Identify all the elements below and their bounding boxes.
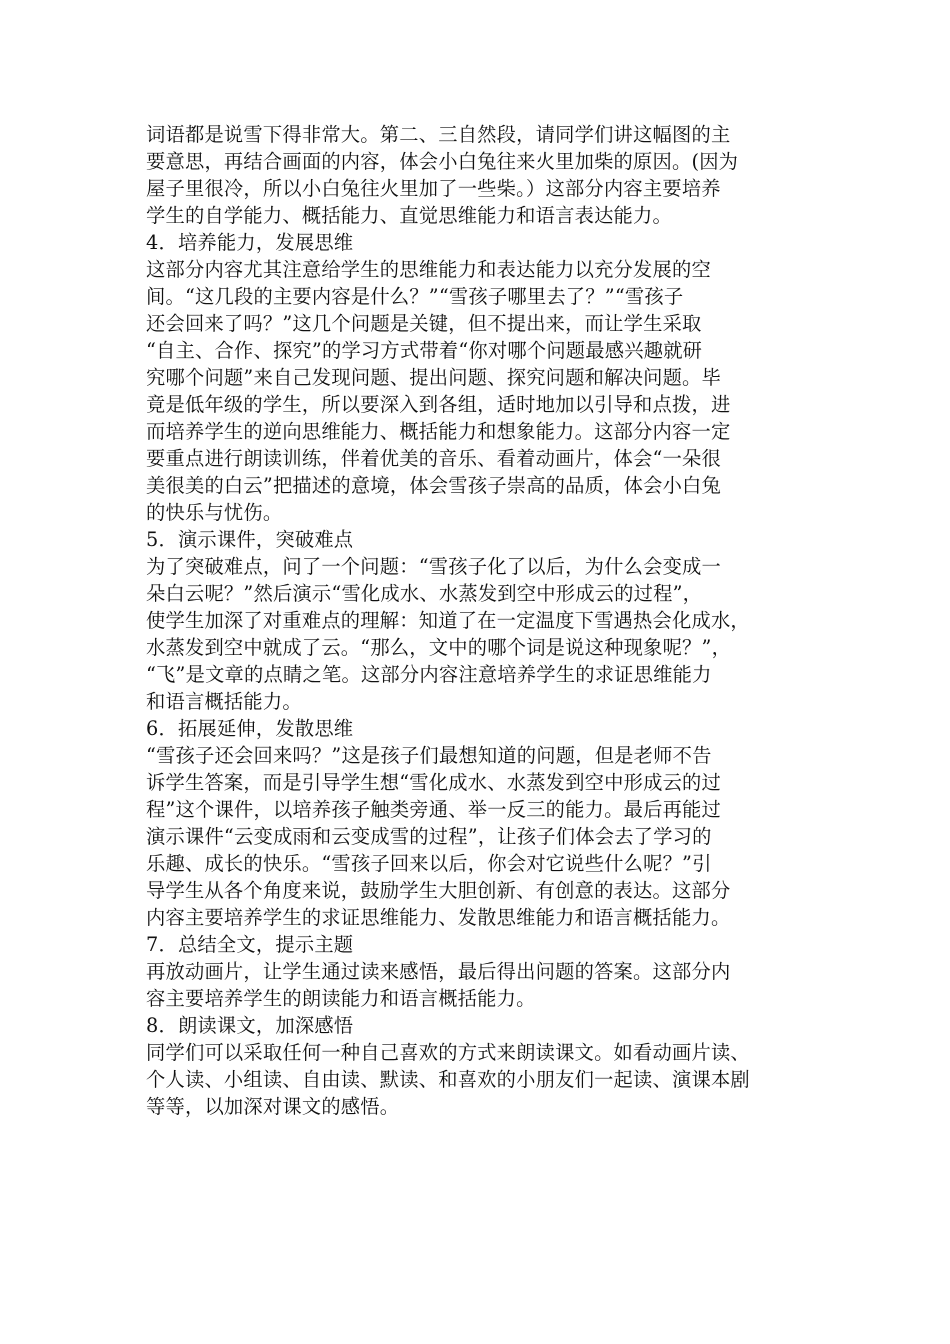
text-line: “飞”是文章的点睛之笔。这部分内容注意培养学生的求证思维能力 <box>146 663 712 686</box>
text-line: 同学们可以采取任何一种自己喜欢的方式来朗读课文。如看动画片读、 <box>146 1041 750 1064</box>
text-line: 词语都是说雪下得非常大。第二、三自然段，请同学们讲这幅图的主 <box>146 123 731 146</box>
text-line: 个人读、小组读、自由读、默读、和喜欢的小朋友们一起读、演课本剧 <box>146 1068 750 1091</box>
text-line: 和语言概括能力。 <box>146 690 302 713</box>
text-line: 6．拓展延伸，发散思维 <box>146 717 354 740</box>
text-line: 美很美的白云”把描述的意境，体会雪孩子崇高的品质，体会小白兔 <box>146 474 722 497</box>
text-line: 要意思，再结合画面的内容，体会小白兔往来火里加柴的原因。(因为 <box>146 150 739 173</box>
text-line: “雪孩子还会回来吗？”这是孩子们最想知道的问题，但是老师不告 <box>146 744 712 767</box>
text-line: 这部分内容尤其注意给学生的思维能力和表达能力以充分发展的空 <box>146 258 711 281</box>
text-line: 4．培养能力，发展思维 <box>146 231 354 254</box>
text-line: 间。“这几段的主要内容是什么？”“雪孩子哪里去了？”“雪孩子 <box>146 285 684 308</box>
text-line: 而培养学生的逆向思维能力、概括能力和想象能力。这部分内容一定 <box>146 420 731 443</box>
text-line: 乐趣、成长的快乐。“雪孩子回来以后，你会对它说些什么呢？”引 <box>146 852 712 875</box>
text-line: 的快乐与忧伤。 <box>146 501 283 524</box>
text-line: 为了突破难点，问了一个问题：“雪孩子化了以后，为什么会变成一 <box>146 555 722 578</box>
text-line: 还会回来了吗？”这几个问题是关键，但不提出来，而让学生采取 <box>146 312 702 335</box>
text-line: 内容主要培养学生的求证思维能力、发散思维能力和语言概括能力。 <box>146 906 731 929</box>
text-line: 程”这个课件，以培养孩子触类旁通、举一反三的能力。最后再能过 <box>146 798 722 821</box>
document-body <box>146 121 808 1120</box>
text-line: 朵白云呢？”然后演示“雪化成水、水蒸发到空中形成云的过程”， <box>146 582 703 605</box>
text-line: 究哪个问题”来自己发现问题、提出问题、探究问题和解决问题。毕 <box>146 366 722 389</box>
text-line: 竟是低年级的学生，所以要深入到各组，适时地加以引导和点拨，进 <box>146 393 731 416</box>
text-line: 容主要培养学生的朗读能力和语言概括能力。 <box>146 987 536 1010</box>
text-line: 7．总结全文，提示主题 <box>146 933 354 956</box>
text-line: 屋子里很冷，所以小白兔往火里加了一些柴。）这部分内容主要培养 <box>146 177 721 200</box>
text-line: 水蒸发到空中就成了云。“那么，文中的哪个词是说这种现象呢？”， <box>146 636 732 659</box>
text-line: 5．演示课件，突破难点 <box>146 528 354 551</box>
text-line: 等等，以加深对课文的感悟。 <box>146 1095 400 1118</box>
text-line: 导学生从各个角度来说，鼓励学生大胆创新、有创意的表达。这部分 <box>146 879 731 902</box>
text-line: 要重点进行朗读训练，伴着优美的音乐、看着动画片，体会“一朵很 <box>146 447 722 470</box>
text-line: “自主、合作、探究”的学习方式带着“你对哪个问题最感兴趣就研 <box>146 339 703 362</box>
text-line: 8．朗读课文，加深感悟 <box>146 1014 354 1037</box>
text-line: 诉学生答案，而是引导学生想“雪化成水、水蒸发到空中形成云的过 <box>146 771 722 794</box>
text-line: 使学生加深了对重难点的理解：知道了在一定温度下雪遇热会化成水， <box>146 609 750 632</box>
text-line: 学生的自学能力、概括能力、直觉思维能力和语言表达能力。 <box>146 204 672 227</box>
text-line: 再放动画片，让学生通过读来感悟，最后得出问题的答案。这部分内 <box>146 960 731 983</box>
text-line: 演示课件“云变成雨和云变成雪的过程”，让孩子们体会去了学习的 <box>146 825 712 848</box>
